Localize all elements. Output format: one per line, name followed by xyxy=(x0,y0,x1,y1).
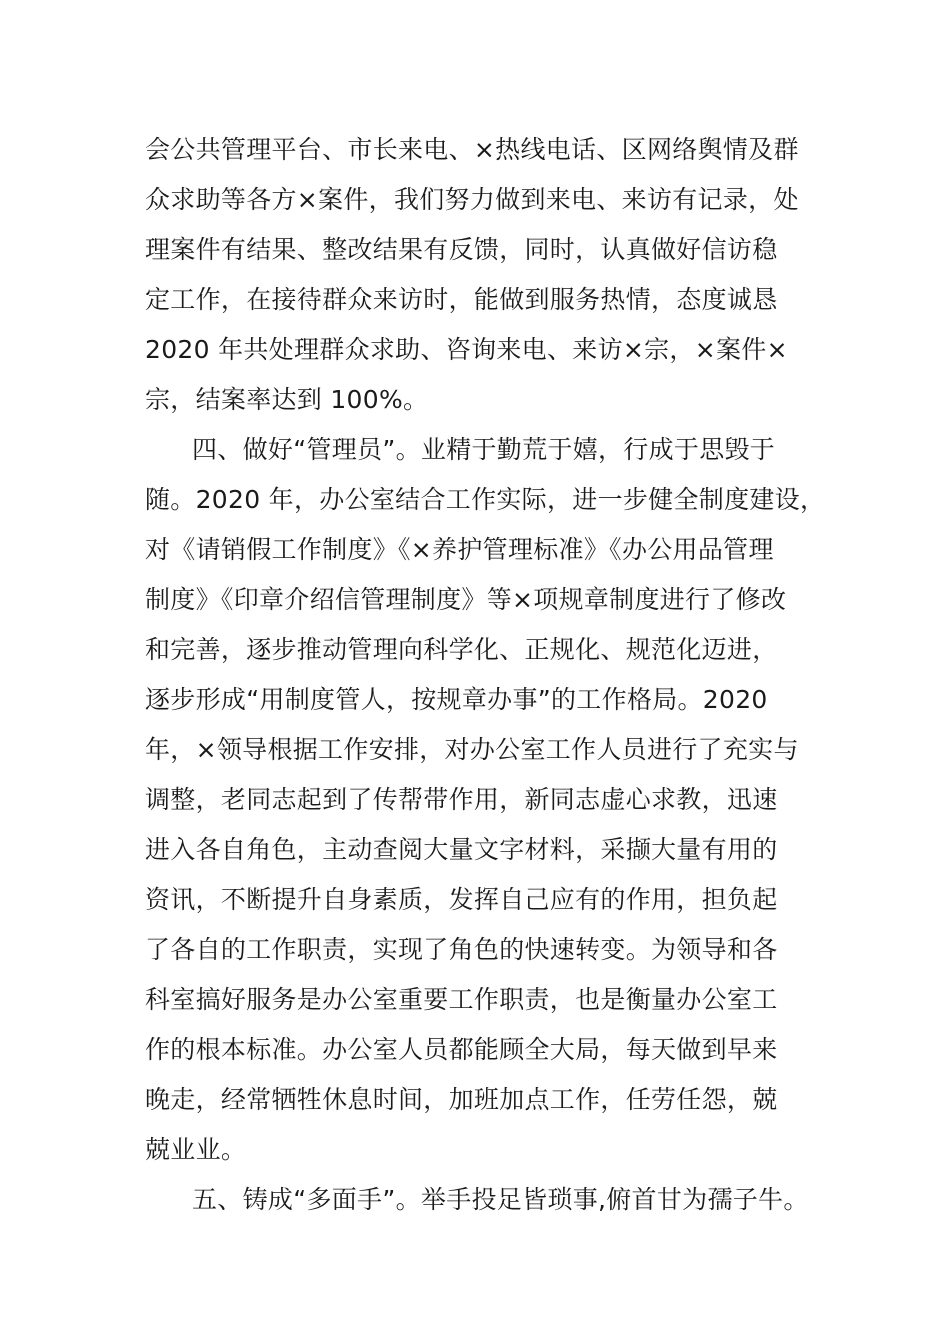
text-line: 会公共管理平台、市长来电、×热线电话、区网络舆情及群 xyxy=(145,135,799,164)
section-heading-line: 四、做好“管理员”。业精于勤荒于嬉，行成于思毁于 xyxy=(192,435,776,464)
text-line: 定工作，在接待群众来访时，能做到服务热情，态度诚恳 xyxy=(145,285,778,314)
text-line: 作的根本标准。办公室人员都能顾全大局，每天做到早来 xyxy=(145,1035,778,1064)
text-line: 兢业业。 xyxy=(145,1135,247,1164)
text-line: 制度》《印章介绍信管理制度》等×项规章制度进行了修改 xyxy=(145,585,787,614)
text-line: 了各自的工作职责，实现了角色的快速转变。为领导和各 xyxy=(145,935,778,964)
text-line: 2020 年共处理群众求助、咨询来电、来访×宗，×案件× xyxy=(145,335,788,364)
text-line: 晚走，经常牺牲休息时间，加班加点工作，任劳任怨，兢 xyxy=(145,1085,778,1114)
text-line: 随。2020 年，办公室结合工作实际，进一步健全制度建设， xyxy=(145,485,826,514)
text-line: 众求助等各方×案件，我们努力做到来电、来访有记录，处 xyxy=(145,185,799,214)
text-line: 和完善，逐步推动管理向科学化、正规化、规范化迈进， xyxy=(145,635,778,664)
text-line: 科室搞好服务是办公室重要工作职责，也是衡量办公室工 xyxy=(145,985,778,1014)
text-line: 年，×领导根据工作安排，对办公室工作人员进行了充实与 xyxy=(145,735,799,764)
text-line: 资讯，不断提升自身素质，发挥自己应有的作用，担负起 xyxy=(145,885,778,914)
text-line: 对《请销假工作制度》《×养护管理标准》《办公用品管理 xyxy=(145,535,774,564)
text-line: 理案件有结果、整改结果有反馈，同时，认真做好信访稳 xyxy=(145,235,778,264)
section-heading-line: 五、铸成“多面手”。举手投足皆琐事,俯首甘为孺子牛。 xyxy=(192,1185,809,1214)
text-line: 宗，结案率达到 100%。 xyxy=(145,385,429,414)
text-line: 逐步形成“用制度管人，按规章办事”的工作格局。2020 xyxy=(145,685,768,714)
text-line: 进入各自角色，主动查阅大量文字材料，采撷大量有用的 xyxy=(145,835,778,864)
text-line: 调整，老同志起到了传帮带作用，新同志虚心求教，迅速 xyxy=(145,785,778,814)
